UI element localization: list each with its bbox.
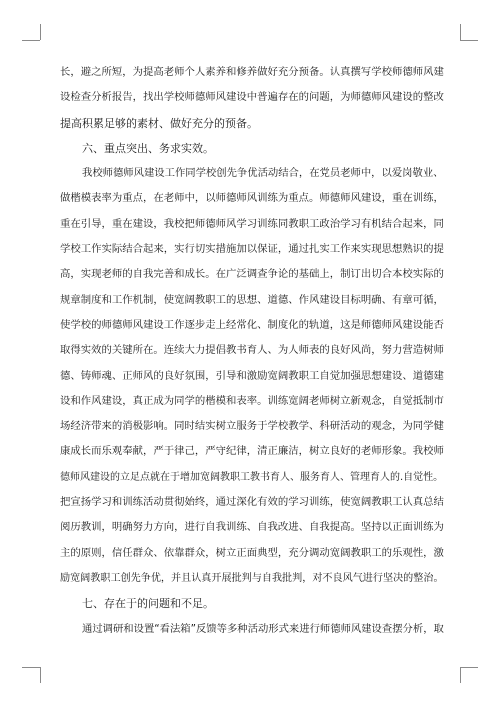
crop-mark-top-right <box>460 24 461 40</box>
paragraph-line: 设检查分析报告，找出学校师德师风建设中普遍存在的问题，为师德师风建设的整改 <box>60 91 444 104</box>
crop-mark-top-right <box>460 40 478 41</box>
paragraph-line: 德师风建设的立足点就在于增加宽阔教职工教书育人、服务育人、管理育人的.自觉性。 <box>60 471 444 483</box>
paragraph-line: 通过调研和设置“看法箱”反馈等多种活动形式来进行师德师风建设查摆分析，取 <box>82 622 444 635</box>
crop-mark-top-left <box>22 40 40 41</box>
paragraph-line: 提高积累足够的素材、做好充分的预备。 <box>60 116 258 130</box>
paragraph-line: 设和作风建设，真正成为同学的楷模和表率。训练宽阔老师树立新观念，自觉抵制市 <box>60 394 444 407</box>
document-body <box>60 60 446 642</box>
crop-mark-bottom-left <box>22 667 40 668</box>
crop-mark-bottom-right <box>460 667 461 683</box>
paragraph-line: 把宣扬学习和训练活动贯彻始终，通过深化有效的学习训练，使宽阔教职工认真总结 <box>60 496 444 509</box>
crop-mark-top-left <box>40 24 41 40</box>
paragraph-line: 阅历教训，明确努力方向，进行自我训练、自我改进、自我提高。坚持以正面训练为 <box>60 521 444 534</box>
paragraph-line: 励宽阔教职工创先争优，并且认真开展批判与自我批判，对不良风气进行坚决的整治。 <box>60 572 444 584</box>
paragraph-line: 场经济带来的消极影响。同时结实树立服务于学校教学、科研活动的观念，为同学健 <box>60 420 444 433</box>
paragraph-line: 重在引导，重在建设，我校把师德师风学习训练同教职工政治学习有机结合起来，同 <box>60 217 444 230</box>
section-heading: 七、存在于的问题和不足。 <box>82 597 214 611</box>
paragraph-line: 德、铸师魂、正师风的良好氛围，引导和激励宽阔教职工自觉加强思想建设、道德建 <box>60 369 444 382</box>
paragraph-line: 长，避之所短，为提高老师个人素养和修养做好充分预备。认真撰写学校师德师风建 <box>60 66 444 78</box>
paragraph-line: 康成长而乐观奉献，严于律己，严守纪律，清正廉洁，树立良好的老师形象。我校师 <box>60 445 444 458</box>
crop-mark-bottom-left <box>40 667 41 683</box>
paragraph-line: 使学校的师德师风建设工作逐步走上经常化、制度化的轨道，这是师德师风建设能否 <box>60 318 444 331</box>
paragraph-line: 主的原则，信任群众、依靠群众，树立正面典型，充分调动宽阔教职工的乐观性，激 <box>60 546 444 559</box>
paragraph-line: 取得实效的关键所在。连续大力提倡教书育人、为人师表的良好风尚，努力营造树师 <box>60 344 444 357</box>
paragraph-line: 学校工作实际结合起来，实行切实措施加以保证，通过扎实工作来实现思想熟识的提 <box>60 243 444 256</box>
crop-mark-bottom-right <box>460 667 478 668</box>
paragraph-line: 我校师德师风建设工作同学校创先争优活动结合，在党员老师中，以爱岗敬业、 <box>82 167 444 180</box>
paragraph-line: 高，实现老师的自我完善和成长。在广泛调查争论的基础上，制订出切合本校实际的 <box>60 268 444 281</box>
paragraph-line: 规章制度和工作机制，使宽阔教职工的思想、道德、作风建设目标明确、有章可循， <box>60 293 444 306</box>
section-heading: 六、重点突出、务求实效。 <box>82 141 214 155</box>
paragraph-line: 做楷模表率为重点，在老师中，以师德师风训练为重点。师德师风建设，重在训练， <box>60 192 444 205</box>
